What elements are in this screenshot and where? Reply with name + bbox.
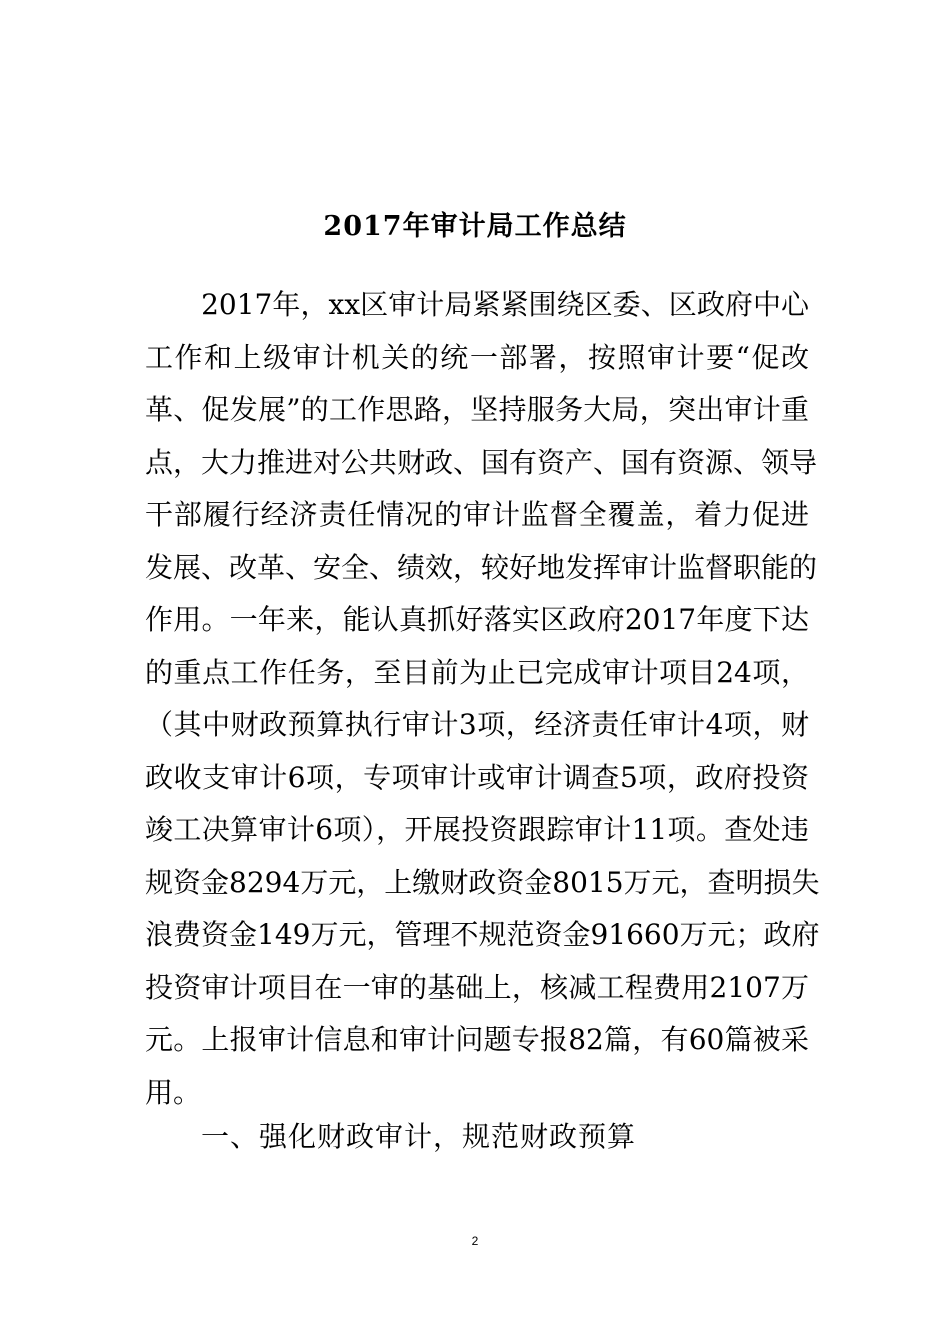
paragraph-line: 干部履行经济责任情况的审计监督全覆盖，着力促进 xyxy=(145,498,809,531)
paragraph-line: 规资金8294万元，上缴财政资金8015万元，查明损失 xyxy=(145,865,820,899)
document-title: 2017年审计局工作总结 xyxy=(323,211,627,242)
section-heading: 一、强化财政审计，规范财政预算 xyxy=(201,1120,637,1153)
paragraph-line: 用。 xyxy=(145,1075,202,1109)
paragraph-line: 革、促发展”的工作思路，坚持服务大局，突出审计重 xyxy=(145,393,809,426)
paragraph-line: 发展、改革、安全、绩效，较好地发挥审计监督职能的 xyxy=(145,550,818,584)
paragraph-line: 作用。一年来，能认真抓好落实区政府2017年度下达 xyxy=(145,603,809,636)
paragraph-line: （其中财政预算执行审计3项，经济责任审计4项，财 xyxy=(145,708,809,741)
paragraph-line: 的重点工作任务，至目前为止已完成审计项目24项， xyxy=(145,655,809,689)
paragraph-line: 政收支审计6项，专项审计或审计调查5项，政府投资 xyxy=(145,760,809,794)
paragraph-line: 2017年，xx区审计局紧紧围绕区委、区政府中心 xyxy=(145,288,809,321)
paragraph-line: 工作和上级审计机关的统一部署，按照审计要“促改 xyxy=(145,340,809,374)
page-number: 2 xyxy=(471,1234,479,1248)
paragraph-line: 投资审计项目在一审的基础上，核减工程费用2107万 xyxy=(145,970,809,1004)
summary-paragraph xyxy=(145,279,820,1119)
paragraph-line: 元。上报审计信息和审计问题专报82篇，有60篇被采 xyxy=(145,1023,809,1056)
paragraph-line: 点，大力推进对公共财政、国有资产、国有资源、领导 xyxy=(145,445,818,479)
paragraph-line: 竣工决算审计6项），开展投资跟踪审计11项。查处违 xyxy=(145,813,809,846)
paragraph-line: 浪费资金149万元，管理不规范资金91660万元；政府 xyxy=(145,918,820,951)
